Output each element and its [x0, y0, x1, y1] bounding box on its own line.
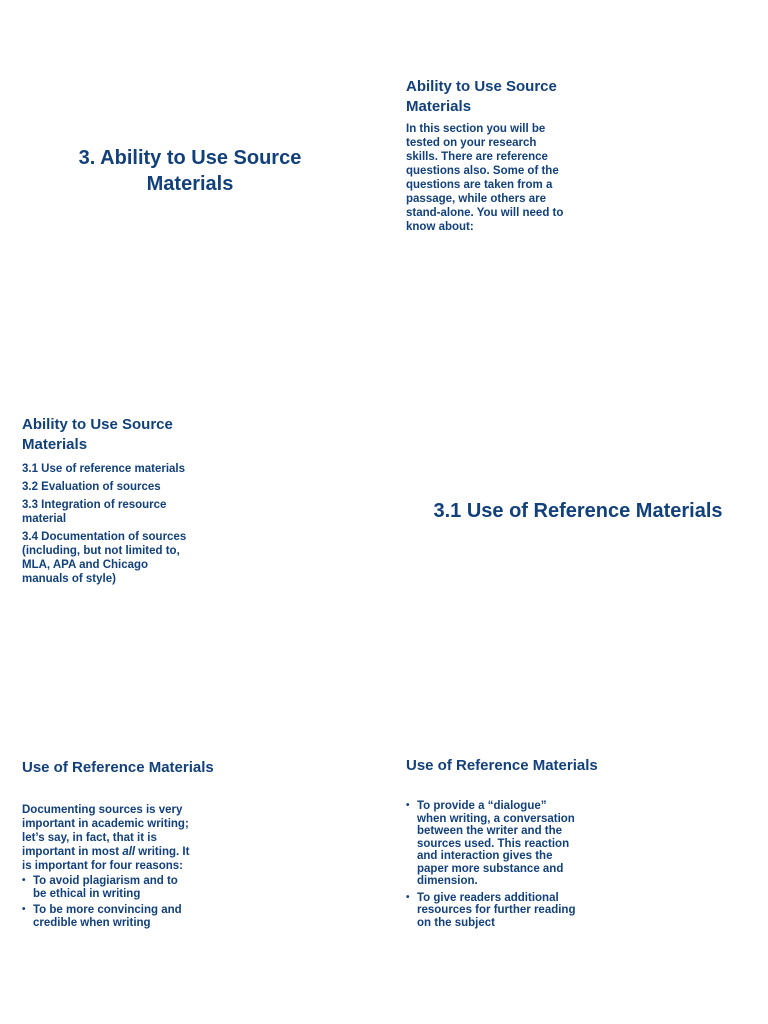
slide-2-body: In this section you will be tested on your research skills. There are reference questions also. Some of the questions are taken from a passage, while others are stand-alone. You will need to know about: [406, 123, 564, 233]
topic-list [22, 462, 192, 590]
slide-6-bullets [406, 800, 576, 933]
slide-3-title: Ability to Use Source Materials [22, 416, 173, 453]
slide-4 [384, 340, 768, 680]
topic-item-3-4: 3.4 Documentation of sources (including, but not limited to, MLA, APA and Chicago manuals of style) [22, 531, 187, 585]
bullet-item [406, 892, 576, 930]
intro-italic-word: all [122, 846, 136, 858]
slide-1-title: 3. Ability to Use Source Materials [78, 147, 302, 195]
slide-6-title: Use of Reference Materials [406, 757, 598, 774]
slide-4-title: 3.1 Use of Reference Materials [433, 500, 723, 522]
bullet-text: To be more convincing and credible when writing [33, 904, 182, 929]
slide-1 [0, 0, 384, 340]
intro-text-after: writing. It is important for four reasons: [22, 846, 190, 872]
bullet-text: To give readers additional resources for further reading on the subject [417, 891, 576, 929]
topic-item-3-1: 3.1 Use of reference materials [22, 463, 186, 475]
bullet-item [22, 904, 192, 929]
bullet-icon: • [406, 800, 410, 811]
bullet-item [22, 875, 192, 900]
topic-item-3-3: 3.3 Integration of resource material [22, 499, 167, 525]
slide-5-title: Use of Reference Materials [22, 759, 214, 776]
intro-text-before: Documenting sources is very important in academic writing; let’s say, in fact, that it is important in most [22, 804, 189, 858]
bullet-item [406, 800, 576, 888]
slide-5-body [22, 803, 192, 933]
slide-3 [0, 340, 384, 680]
slide-5-intro [22, 803, 192, 873]
slide-2 [384, 0, 768, 340]
slide-2-title: Ability to Use Source Materials [406, 78, 557, 115]
bullet-text: To avoid plagiarism and to be ethical in writing [33, 875, 178, 900]
slide-5-bullets [22, 875, 192, 929]
topic-item-3-2: 3.2 Evaluation of sources [22, 481, 161, 493]
bullet-text: To provide a “dialogue” when writing, a conversation between the writer and the sources used. This reaction and interaction gives the paper more substance and dimension. [417, 800, 575, 887]
bullet-icon: • [22, 875, 26, 886]
bullet-icon: • [22, 904, 26, 915]
slide-5 [0, 680, 384, 1020]
bullet-icon: • [406, 891, 410, 903]
slide-6 [384, 680, 768, 1020]
